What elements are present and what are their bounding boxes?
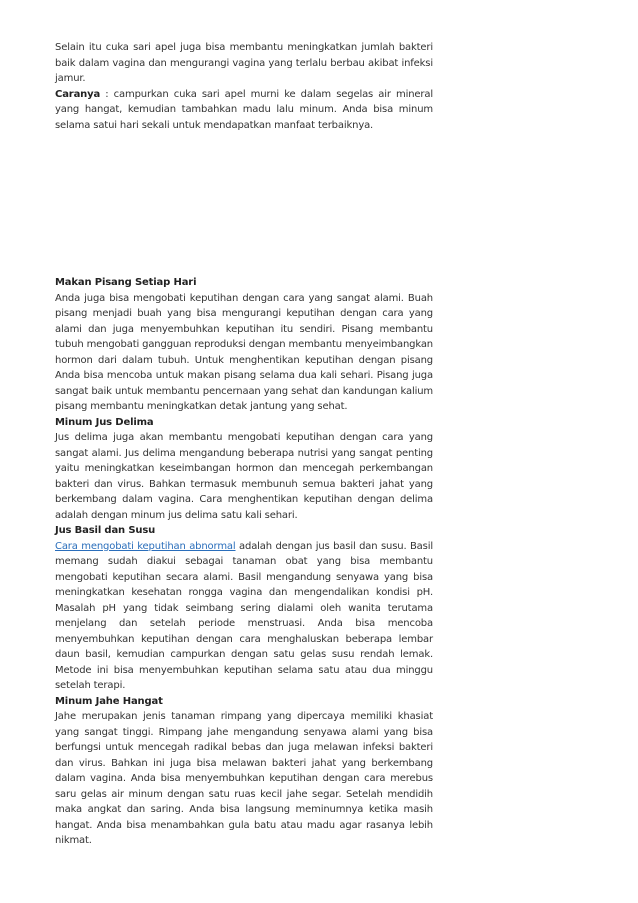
method-text: : campurkan cuka sari apel murni ke dalam segelas air mineral yang hangat, kemudian tambahkan madu lalu minum. Anda bisa minum selama satui hari sekali untuk mendapatkan manfaat terbaiknya.: [55, 88, 433, 131]
intro-paragraph: Selain itu cuka sari apel juga bisa membantu meningkatkan jumlah bakteri baik dalam vagina dan mengurangi vagina yang terlalu berbau akibat infeksi jamur.: [55, 42, 433, 84]
heading-jus-delima: Minum Jus Delima: [55, 416, 154, 428]
paragraph-jus-delima: Jus delima juga akan membantu mengobati keputihan dengan cara yang sangat alami. Jus delima mengandung beberapa nutrisi yang sangat penting yaitu meningkatkan keseimbangan hormon dan mencegah perkembangan bakteri dan virus. Bahkan termasuk membunuh semua bakteri jahat yang berkembang dalam vagina. Cara menghentikan keputihan dengan delima adalah dengan minum jus delima satu kali sehari.: [55, 432, 433, 521]
heading-jahe-hangat: Minum Jahe Hangat: [55, 695, 163, 707]
heading-jus-basil: Jus Basil dan Susu: [55, 525, 156, 536]
document-page: [55, 40, 433, 849]
keputihan-abnormal-link[interactable]: Cara mengobati keputihan abnormal: [55, 540, 236, 552]
heading-makan-pisang: Makan Pisang Setiap Hari: [55, 277, 197, 288]
method-paragraph: [55, 87, 433, 134]
paragraph-makan-pisang: Anda juga bisa mengobati keputihan dengan cara yang sangat alami. Buah pisang menjadi buah yang bisa mengurangi keputihan dengan cara yang alami dan juga menyembuhkan keputihan itu sendiri. Pisang membantu tubuh mengobati gangguan reproduksi dengan membantu menyeimbangkan hormon dari dalam tubuh. Untuk menghentikan keputihan dengan pisang Anda bisa mencoba untuk makan pisang selama dua kali sehari. Pisang juga sangat baik untuk membantu pencernaan yang sehat dan kandungan kalium pisang membantu meningkatkan detak jantung yang sehat.: [55, 292, 433, 412]
paragraph-jahe-hangat: Jahe merupakan jenis tanaman rimpang yang dipercaya memiliki khasiat yang sangat tinggi. Rimpang jahe mengandung senyawa alami yang bisa berfungsi untuk mencegah radikal bebas dan juga melawan infeksi bakteri dan virus. Bahkan ini juga bisa melawan bakteri jahat yang berkembang dalam vagina. Anda bisa menyembuhkan keputihan dengan cara merebus saru gelas air minum dengan satu ruas kecil jahe segar. Setelah mendidih maka angkat dan saring. Anda bisa langsung meminumnya ketika masih hangat. Anda bisa menambahkan gula batu atau madu agar rasanya lebih nikmat.: [55, 711, 433, 846]
method-label: Caranya: [55, 88, 101, 100]
paragraph-jus-basil-text: adalah dengan jus basil dan susu. Basil memang sudah diakui sebagai tanaman obat yang bisa membantu mengobati keputihan secara alami. Basil mengandung senyawa yang bisa meningkatkan kesehatan rongga vagina dan mengendalikan kondisi pH. Masalah pH yang tidak seimbang sering dialami oleh wanita terutama menjelang dan setelah periode menstruasi. Anda bisa mencoba menyembuhkan keputihan dengan cara menghaluskan beberapa lembar daun basil, kemudian campurkan dengan satu gelas susu rendah lemak. Metode ini bisa menyembuhkan keputihan selama satu atau dua minggu setelah terapi.: [55, 540, 433, 691]
paragraph-jus-basil: [55, 539, 433, 694]
blank-space: [55, 133, 433, 275]
